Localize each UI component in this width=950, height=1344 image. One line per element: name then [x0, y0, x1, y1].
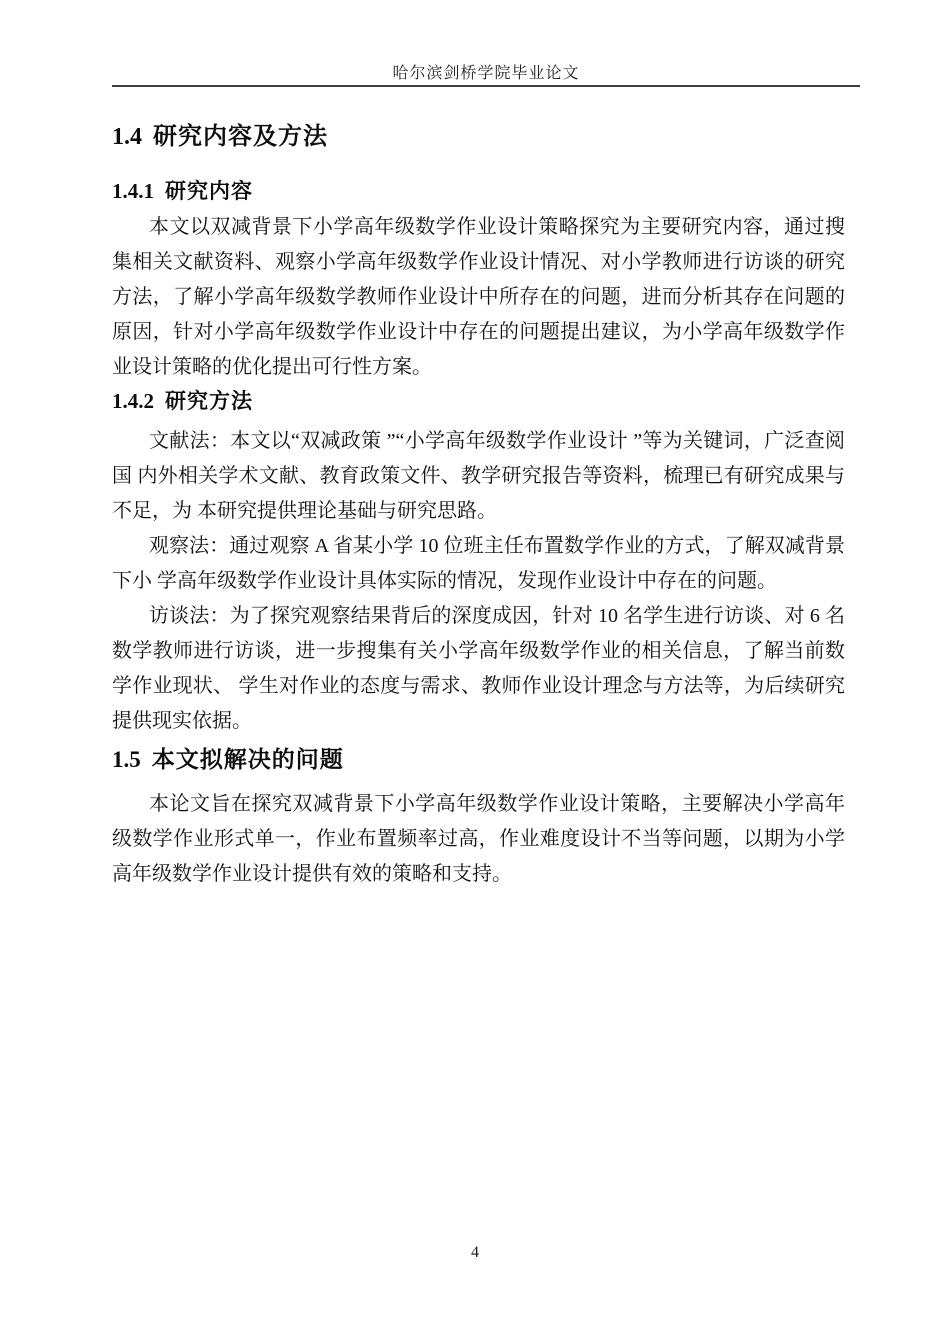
page-header	[112, 0, 860, 87]
section-title-1-4: 研究内容及方法	[153, 123, 328, 150]
paragraph-literature-method: 文献法：本文以“双减政策 ”“小学高年级数学作业设计 ”等为关键词，广泛查阅国 内外相关学术文献、教育政策文件、教学研究报告等资料，梳理已有研究成果与不足，为 本研究提供理论基础与研究思路。	[112, 430, 845, 522]
page-number: 4	[471, 1244, 479, 1261]
section-heading-1-4	[112, 124, 845, 150]
section-number-1-4-1: 1.4.1	[112, 179, 154, 203]
page-content	[112, 124, 845, 892]
section-number-1-4-2: 1.4.2	[112, 389, 154, 413]
section-heading-1-4-2	[112, 390, 845, 413]
section-heading-1-4-1	[112, 180, 845, 203]
paragraph-interview-method: 访谈法：为了探究观察结果背后的深度成因，针对 10 名学生进行访谈、对 6 名数学教师进行访谈，进一步搜集有关小学高年级数学作业的相关信息，了解当前数学作业现状、 学生对作业的态度与需求、教师作业设计理念与方法等，为后续研究提供现实依据。	[112, 605, 845, 732]
section-title-1-5: 本文拟解决的问题	[151, 746, 344, 772]
paragraph-observation-method: 观察法：通过观察 A 省某小学 10 位班主任布置数学作业的方式，了解双减背景下小 学高年级数学作业设计具体实际的情况，发现作业设计中存在的问题。	[112, 535, 845, 592]
section-title-1-4-1: 研究内容	[165, 180, 253, 203]
header-title: 哈尔滨剑桥学院毕业论文	[392, 65, 580, 82]
paragraph-research-content: 本文以双减背景下小学高年级数学作业设计策略探究为主要研究内容，通过搜集相关文献资料、观察小学高年级数学作业设计情况、对小学教师进行访谈的研究方法，了解小学高年级数学教师作业设计中所存在的问题，进而分析其存在问题的原因，针对小学高年级数学作业设计中存在的问题提出建议，为小学高年级数学作业设计策略的优化提出可行性方案。	[112, 216, 845, 378]
paragraph-problems-to-solve: 本论文旨在探究双减背景下小学高年级数学作业设计策略，主要解决小学高年级数学作业形式单一，作业布置频率过高，作业难度设计不当等问题，以期为小学高年级数学作业设计提供有效的策略和支持。	[112, 793, 845, 885]
section-title-1-4-2: 研究方法	[165, 390, 253, 413]
section-number-1-4: 1.4	[112, 124, 142, 150]
section-number-1-5: 1.5	[112, 747, 141, 772]
section-heading-1-5	[112, 747, 845, 772]
